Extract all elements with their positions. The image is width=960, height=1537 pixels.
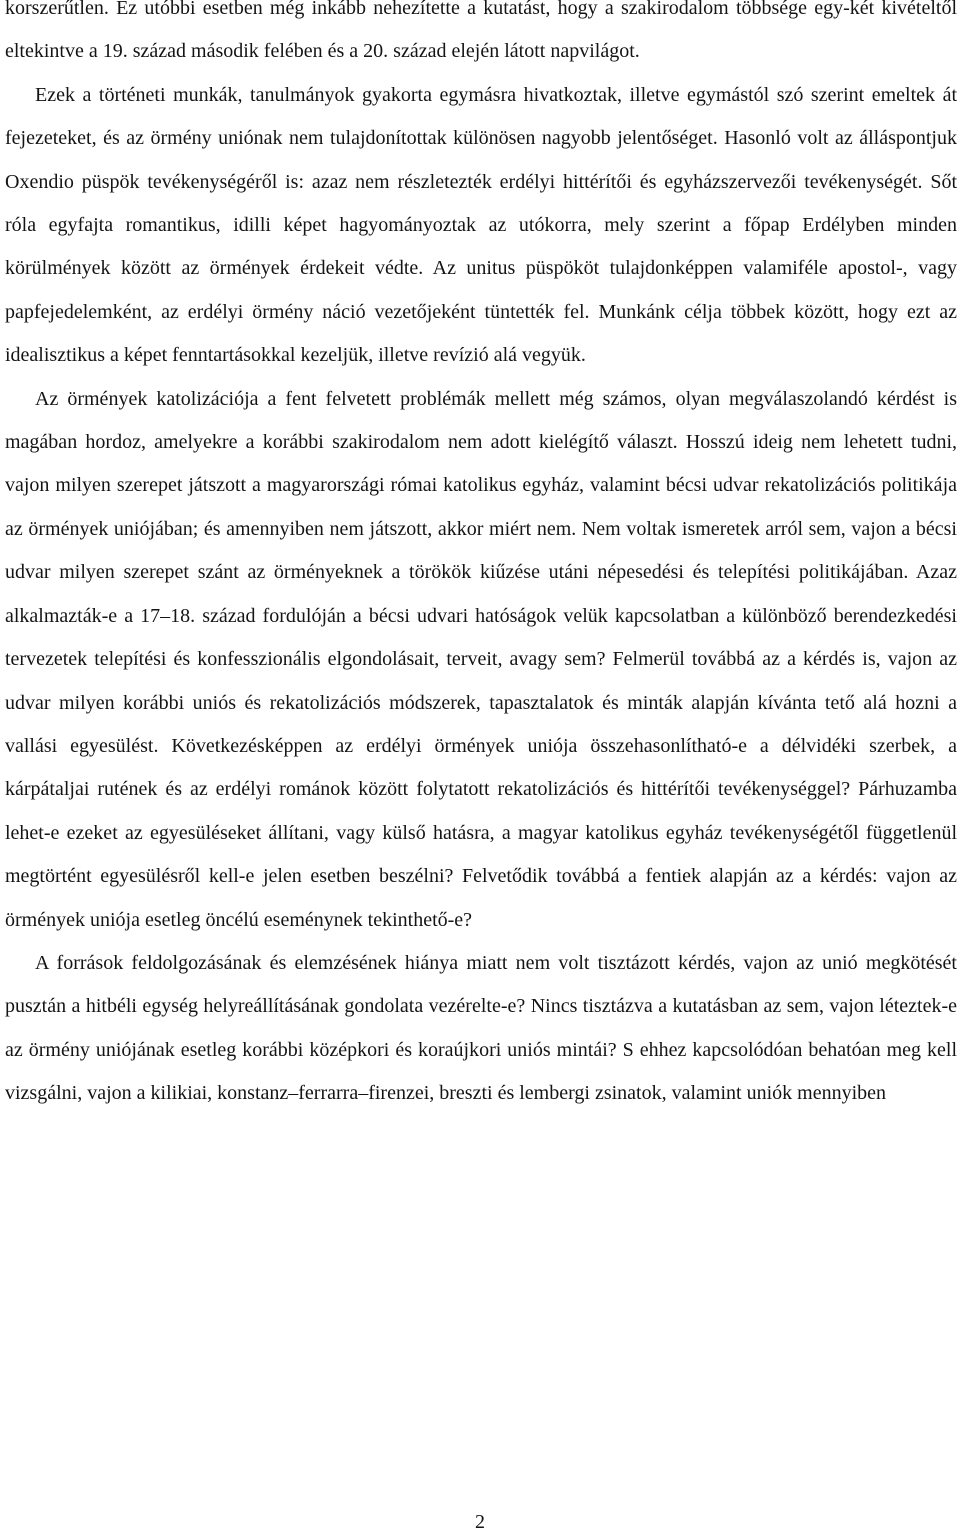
paragraph-historical-works: Ezek a történeti munkák, tanulmányok gyakorta egymásra hivatkoztak, illetve egymástól szó szerint emeltek át fejezeteket, és az örmény uniónak nem tulajdonítottak különösen nagyobb jelentőséget. Hasonló volt az álláspontjuk Oxendio püspök tevékenységéről is: azaz nem részletezték erdélyi hittérítői és egyházszervezői tevékenységét. Sőt róla egyfajta romantikus, idilli képet hagyományoztak az utókorra, mely szerint a főpap Erdélyben minden körülmények között az örmények érdekeit védte. Az unitus püspököt tulajdonképpen valamiféle apostol-, vagy papfejedelemként, az erdélyi örmény náció vezetőjeként tüntették fel. Munkánk célja többek között, hogy ezt az idealisztikus a képet fenntartásokkal kezeljük, illetve revízió alá vegyük. xyxy=(5,83,957,367)
paragraph-catholicization-questions: Az örmények katolizációja a fent felvetett problémák mellett még számos, olyan megválaszolandó kérdést is magában hordoz, amelyekre a korábbi szakirodalom nem adott kielégítő választ. Hosszú ideig nem lehetett tudni, vajon milyen szerepet játszott a magyarországi római katolikus egyház, valamint bécsi udvar rekatolizációs politikája az örmények uniójában; és amennyiben nem játszott, akkor miért nem. Nem voltak ismeretek arról sem, vajon a bécsi udvar milyen szerepet szánt az örményeknek a törökök kiűzése utáni népesedési és telepítési politikájában. Azaz alkalmazták-e a 17–18. század fordulóján a bécsi udvari hatóságok velük kapcsolatban a különböző berendezkedési tervezetek telepítési és konfesszionális elgondolásait, terveit, avagy sem? Felmerül továbbá az a kérdés is, vajon az udvar milyen korábbi uniós és rekatolizációs módszerek, tapasztalatok és minták alapján kívánta tető alá hozni a vallási egyesülést. Következésképpen az erdélyi örmények uniója összehasonlítható-e a délvidéki szerbek, a kárpátaljai rutének és az erdélyi románok között folytatott rekatolizációs és hittérítői tevékenységgel? Párhuzamba lehet-e ezeket az egyesüléseket állítani, vagy külső hatásra, a magyar katolikus egyház tevékenységétől függetlenül megtörtént egyesülésről kell-e jelen esetben beszélni? Felvetődik továbbá a fentiek alapján az a kérdés: vajon az örmények uniója esetleg öncélú eseménynek tekinthető-e? xyxy=(5,387,957,931)
paragraph-continuation: korszerűtlen. Ez utóbbi esetben még inkább nehezítette a kutatást, hogy a szakirodalom többsége egy-két kivételtől eltekintve a 19. század második felében és a 20. század elején látott napvilágot. xyxy=(5,0,957,63)
paragraph-sources-analysis: A források feldolgozásának és elemzésének hiánya miatt nem volt tisztázott kérdés, vajon az unió megkötését pusztán a hitbéli egység helyreállításának gondolata vezérelte-e? Nincs tisztázva a kutatásban az sem, vajon léteztek-e az örmény uniójának esetleg korábbi középkori és koraújkori uniós mintái? S ehhez kapcsolódóan behatóan meg kell vizsgálni, vajon a kilikiai, konstanz–ferrarra–firenzei, breszti és lembergi zsinatok, valamint uniók mennyiben xyxy=(5,951,957,1105)
document-body xyxy=(5,0,957,1116)
page-number: 2 xyxy=(475,1511,485,1533)
